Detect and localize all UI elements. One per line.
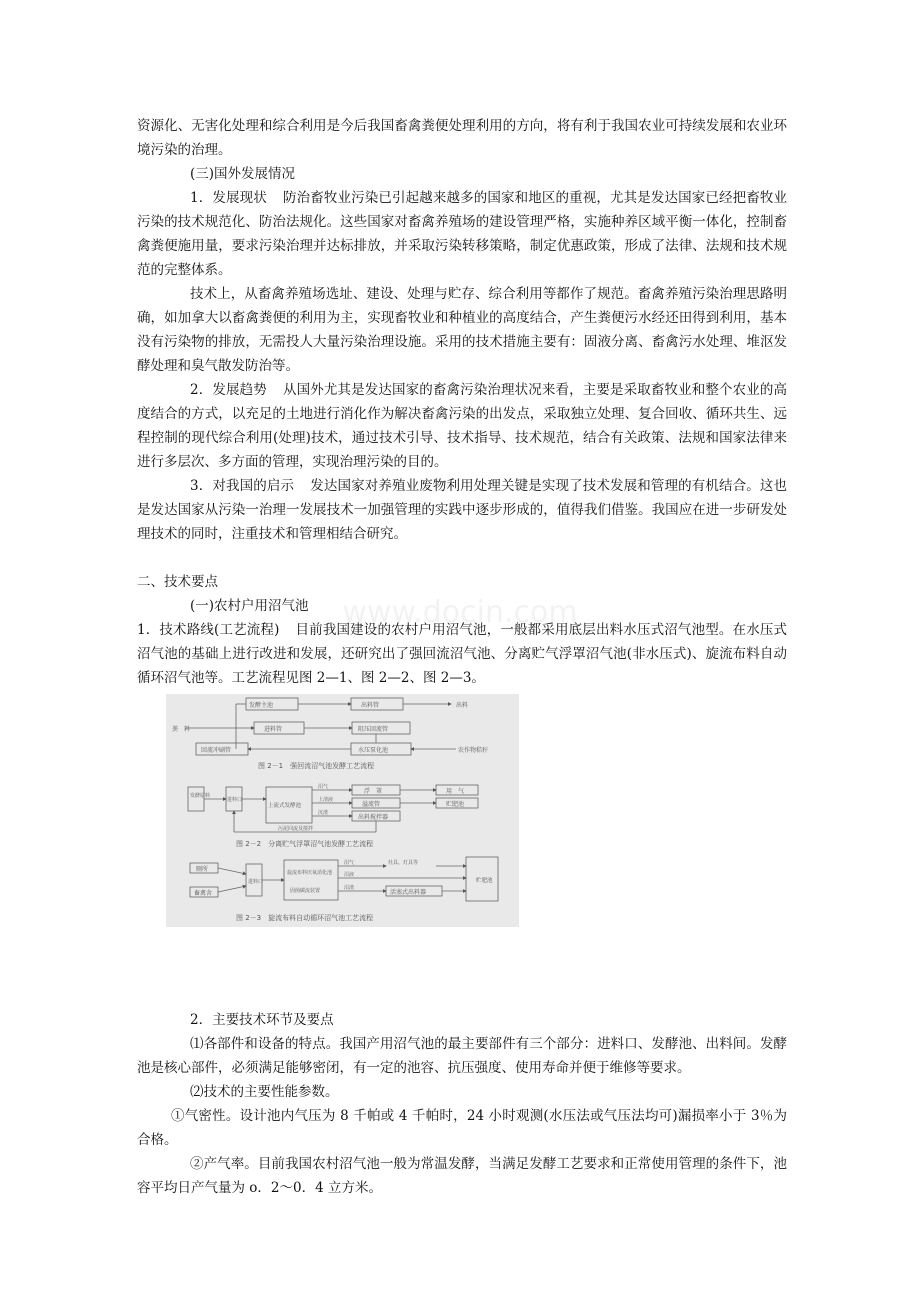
process-flow-figure: [166, 694, 519, 927]
fig2-label: 沉渣: [318, 810, 329, 816]
paragraph: [137, 474, 787, 546]
watermark: [342, 590, 578, 640]
fig3-caption: 图 2－3 旋流布料自动循环沼气池工艺流程: [236, 914, 374, 922]
fig3-label: 畜禽舍: [194, 890, 213, 897]
fig3-label: 灶具、灯具等: [388, 860, 419, 866]
process-flow-diagram: [166, 694, 519, 927]
fig1-label: 出料: [456, 702, 469, 709]
paragraph-text: 目前我国建设的农村户用沼气池，一般都采用底层出料水压式沼气池型。在水压式沼气池的基础上进行改进和发展，还研究出了强回流沼气池、分离贮气浮罩沼气池(非水压式)、旋流布料自动循环沼气池等。工艺流程见图 2—1、图 2—2、图 2—3。: [137, 622, 788, 686]
fig2-label: 溢流管: [362, 801, 381, 808]
fig2-box: [188, 787, 204, 811]
fig1-label: 发酵主池: [249, 702, 274, 709]
paragraph-text: ②产气率。目前我国农村沼气池一般为常温发酵，当满足发酵工艺要求和正常使用管理的条件下，池容平均日产气量为 o．2～0．4 立方米。: [137, 1156, 787, 1196]
fig3-label: 旋流布料厌氧消化池: [287, 870, 333, 876]
fig3-label: 厕所: [196, 866, 209, 873]
fig2-label: 贮肥池: [446, 801, 465, 808]
paragraph: [137, 1032, 787, 1080]
paragraph-lead: 2．发展趋势: [190, 382, 267, 398]
paragraph: [137, 1104, 787, 1152]
fig3-label: 沼气: [344, 860, 355, 866]
fig2-label: 进料口: [227, 797, 243, 803]
paragraph-text: 从国外尤其是发达国家的畜禽污染治理状况来看，主要是采取畜牧业和整个农业的高度结合的方式，以充足的土地进行消化作为解决畜禽污染的出发点，采取独立处理、复合回收、循环共生、远程控制的现代综合利用(处理)技术，通过技术引导、技术指导、技术规范，结合有关政策、法规和国家法律来进行多层次、多方面的管理，实现治理污染的目的。: [137, 382, 787, 470]
fig2-label: 上清液: [318, 797, 334, 803]
paragraph-text: 资源化、无害化处理和综合利用是今后我国畜禽粪便处理利用的方向，将有利于我国农业可持续发展和农业环境污染的治理。: [137, 118, 787, 158]
fig2-label: 上流式发酵池: [268, 803, 302, 809]
heading-text: 2．主要技术环节及要点: [190, 1012, 334, 1028]
paragraph: [137, 186, 787, 282]
heading-text: (三)国外发展情况: [190, 166, 296, 182]
fig2-label: 污泥回流及搅拌: [278, 826, 314, 832]
fig3-label: 固菌碳流装置: [290, 888, 321, 894]
paragraph: [137, 1152, 787, 1200]
fig2-label: 用 气: [446, 788, 465, 795]
paragraph-lead: 3．对我国的启示: [190, 478, 295, 494]
fig1-label: 阻压回流管: [358, 726, 389, 733]
paragraph-text: ⑵技术的主要性能参数。: [190, 1084, 339, 1100]
fig3-label: 进料口: [248, 879, 264, 885]
fig2-label: 发酵原料: [190, 793, 211, 799]
fig1-caption: 图 2－1 强回流沼气池发酵工艺流程: [258, 762, 375, 770]
fig1-label: 农作物秸秆: [458, 747, 489, 754]
paragraph-text: 防治畜牧业污染已引起越来越多的国家和地区的重视，尤其是发达国家已经把畜牧业污染的技术规范化、防治法规化。这些国家对畜禽养殖场的建设管理严格，实施种养区域平衡一体化，控制畜禽粪便施用量，要求污染治理并达标排放，并采取污染转移策略，制定优惠政策，形成了法律、法规和技术规范的完整体系。: [137, 190, 787, 278]
fig2-label: 浮 罩: [364, 788, 383, 795]
watermark-text: www.docin.com: [342, 595, 578, 630]
paragraph: [137, 378, 787, 474]
paragraph-text: 发达国家对养殖业废物利用处理关键是实现了技术发展和管理的有机结合。这也是发达国家从污染一治理一发展技术一加强管理的实践中逐步形成的，值得我们借鉴。我国应在进一步研发处理技术的同时，注重技术和管理相结合研究。: [137, 478, 788, 542]
fig2-label: 沼气: [318, 784, 329, 790]
paragraph-lead: 1．发展现状: [190, 190, 267, 206]
heading-text: 二、技术要点: [137, 574, 218, 590]
subsection-heading: [137, 1008, 787, 1032]
fig1-label: 粪 料: [172, 726, 191, 733]
fig2-caption: 图 2－2 分离贮气浮罩沼气池发酵工艺流程: [236, 840, 374, 848]
fig2-label: 出料搅拌器: [358, 814, 389, 821]
paragraph-text: 技术上，从畜禽养殖场选址、建设、处理与贮存、综合利用等都作了规范。畜禽养殖污染治理思路明确，如加拿大以畜禽粪便的利用为主，实现畜牧业和种植业的高度结合，产生粪便污水经还田得到利用，基本没有污染物的排放，无需投人大量污染治理设施。采用的技术措施主要有：固液分离、畜禽污水处理、堆沤发酵处理和臭气散发防治等。: [137, 286, 787, 374]
fig3-label: 沼渣: [344, 885, 355, 891]
fig1-label: 回流冲刷管: [201, 747, 232, 754]
heading-text: (一)农村户用沼气池: [190, 598, 309, 614]
section-heading: [137, 162, 787, 186]
fig3-label: 贮肥池: [476, 878, 493, 884]
fig1-label: 出料管: [361, 702, 380, 709]
fig1-label: 进料管: [264, 726, 283, 733]
paragraph-lead: 1．技术路线(工艺流程): [137, 622, 280, 638]
paragraph: [137, 282, 787, 378]
paragraph-text: ⑴各部件和设备的特点。我国产用沼气池的最主要部件有三个部分：进料口、发酵池、出料间。发酵池是核心部件，必须满足能够密闭，有一定的池容、抗压强度、使用寿命并便于维修等要求。: [137, 1036, 787, 1076]
fig3-box: [284, 860, 338, 900]
fig1-label: 水压泵化池: [358, 747, 389, 754]
paragraph-text: ①气密性。设计池内气压为 8 千帕或 4 千帕时，24 小时观测(水压法或气压法均可)漏损率小于 3％为合格。: [137, 1108, 787, 1148]
paragraph: [137, 1080, 787, 1104]
fig3-label: 沼液: [344, 872, 355, 878]
fig3-label: 活塞式出料器: [390, 889, 427, 896]
paragraph: [137, 114, 787, 162]
